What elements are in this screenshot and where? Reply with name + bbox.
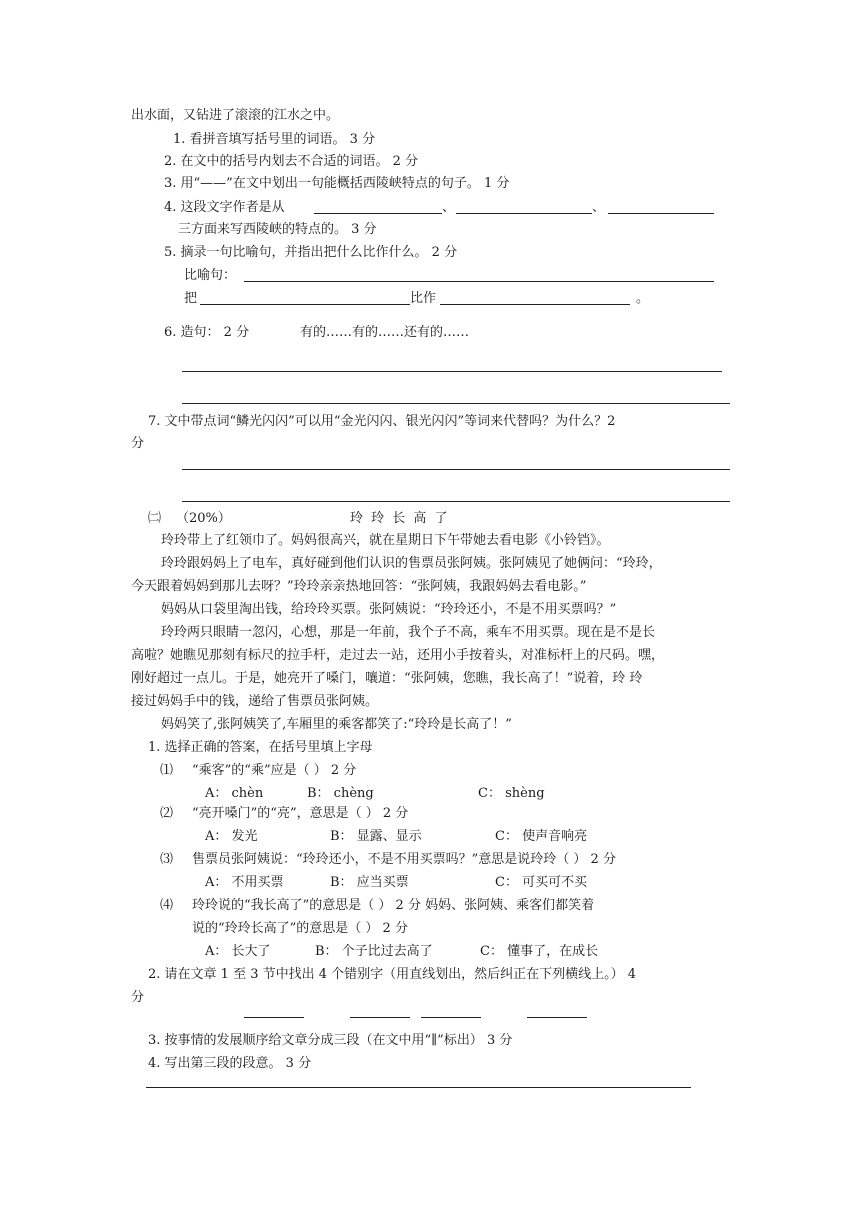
paragraph: 玲玲带上了红领巾了。妈妈很高兴，就在星期日下午带她去看电影《小铃铛》。: [161, 533, 610, 548]
bizuo-label: 比作: [410, 291, 437, 306]
separator: 、: [442, 200, 456, 215]
item-text: 玲玲说的“我长高了”的意思是（ ） 2 分 妈妈、张阿姨、乘客们都笑着: [192, 898, 595, 913]
item-text: 售票员张阿姨说：“玲玲还小，不是不用买票吗？”意思是说玲玲（ ） 2 分: [192, 852, 616, 867]
answer-blank-7a[interactable]: [182, 469, 730, 470]
answer-blank-4c[interactable]: [608, 213, 714, 214]
sub-question-1: 1. 选择正确的答案，在括号里填上字母: [148, 740, 373, 755]
correction-blank-3[interactable]: [421, 1017, 481, 1018]
question-2: 2. 在文中的括号内划去不合适的词语。 2 分: [164, 154, 419, 169]
question-7: 7. 文中带点词“鳞光闪闪”可以用“金光闪闪、银光闪闪”等词来代替吗？为什么？2: [148, 414, 616, 429]
option-b: B： chèng: [307, 786, 374, 801]
option-a: A： 发光: [205, 829, 258, 844]
sub-question-2: 2. 请在文章 1 至 3 节中找出 4 个错别字（用直线划出，然后纠正在下列横线上。） 4: [148, 967, 637, 982]
correction-blank-2[interactable]: [350, 1017, 410, 1018]
section-percent: （20%）: [176, 511, 231, 526]
option-b: B： 显露、显示: [330, 829, 422, 844]
ba-label: 把: [184, 291, 198, 306]
period: 。: [636, 291, 650, 306]
section-number: ㈡: [148, 511, 162, 526]
question-5: 5. 摘录一句比喻句，并指出把什么比作什么。 2 分: [164, 245, 458, 260]
option-c: C： 可买可不买: [495, 875, 588, 890]
option-c: C： 使声音响亮: [495, 829, 588, 844]
bizuo-blank[interactable]: [440, 304, 630, 305]
answer-blank-4b[interactable]: [456, 213, 592, 214]
item-number: ⑷: [160, 898, 174, 913]
option-a: A： 不用买票: [205, 875, 284, 890]
question-1: 1. 看拼音填写括号里的词语。 3 分: [173, 132, 376, 147]
paragraph: 玲玲两只眼睛一忽闪，心想，那是一年前，我个子不高，乘车不用买票。现在是不是长: [161, 625, 656, 640]
item-text: “乘客”的“乘”应是（ ） 2 分: [192, 763, 357, 778]
paragraph: 高啦？她瞧见那刻有标尺的拉手杆，走过去一站，还用小手按着头，对准标杆上的尺码。嘿，: [131, 648, 665, 663]
option-b: B： 应当买票: [330, 875, 409, 890]
paragraph: 妈妈从口袋里淘出钱，给玲玲买票。张阿姨说：“玲玲还小，不是不用买票吗？”: [161, 602, 617, 617]
correction-blank-4[interactable]: [527, 1017, 587, 1018]
separator: 、: [592, 200, 606, 215]
option-c: C： 懂事了，在成长: [480, 944, 599, 959]
paragraph: 刚好超过一点儿。于是，她亮开了嗓门，嚷道：“张阿姨，您瞧，我长高了！”说着，玲 玲: [131, 671, 643, 686]
sub-question-4: 4. 写出第三段的段意。 3 分: [148, 1056, 312, 1071]
question-4: 4. 这段文字作者是从: [164, 200, 285, 215]
sentence-blank-2[interactable]: [182, 403, 730, 404]
item-text-cont: 说的“玲玲长高了”的意思是（ ） 2 分: [192, 921, 408, 936]
item-number: ⑵: [160, 806, 174, 821]
simile-label: 比喻句：: [184, 268, 237, 283]
sentence-blank-1[interactable]: [182, 371, 722, 372]
paragraph: 妈妈笑了,张阿姨笑了,车厢里的乘客都笑了:“玲玲是长高了！”: [161, 717, 512, 732]
answer-blank-4a[interactable]: [314, 213, 442, 214]
paragraph: 玲玲跟妈妈上了电车，真好碰到他们认识的售票员张阿姨。张阿姨见了她俩问：“玲玲，: [161, 556, 662, 571]
correction-blank-1[interactable]: [244, 1017, 304, 1018]
continued-text: 出水面，又钻进了滚滚的江水之中。: [131, 108, 340, 123]
option-c: C： shèng: [478, 786, 545, 801]
paragraph: 接过妈妈手中的钱，递给了售票员张阿姨。: [131, 694, 379, 709]
sub-question-2-cont: 分: [131, 990, 145, 1005]
item-text: “亮开嗓门”的“亮”，意思是（ ） 2 分: [192, 806, 409, 821]
question-4-cont: 三方面来写西陵峡的特点的。 3 分: [178, 222, 377, 237]
item-number: ⑶: [160, 852, 174, 867]
option-b: B： 个子比过去高了: [315, 944, 433, 959]
ba-blank[interactable]: [200, 304, 410, 305]
question-6: 6. 造句： 2 分: [164, 325, 250, 340]
item-number: ⑴: [160, 763, 174, 778]
question-6-pattern: 有的……有的……还有的……: [300, 325, 470, 340]
option-a: A： chèn: [205, 786, 264, 801]
option-a: A： 长大了: [205, 944, 271, 959]
sub-question-3: 3. 按事情的发展顺序给文章分成三段（在文中用“∥”标出） 3 分: [148, 1033, 513, 1048]
passage-title: 玲 玲 长 高 了: [350, 511, 448, 526]
simile-blank[interactable]: [244, 281, 714, 282]
paragraph-meaning-blank[interactable]: [146, 1087, 691, 1088]
question-3: 3. 用“——”在文中划出一句能概括西陵峡特点的句子。 1 分: [164, 176, 510, 191]
answer-blank-7b[interactable]: [182, 501, 730, 502]
paragraph: 今天跟着妈妈到那儿去呀？”玲玲亲亲热地回答：“张阿姨，我跟妈妈去看电影。”: [131, 579, 587, 594]
question-7-cont: 分: [131, 436, 145, 451]
